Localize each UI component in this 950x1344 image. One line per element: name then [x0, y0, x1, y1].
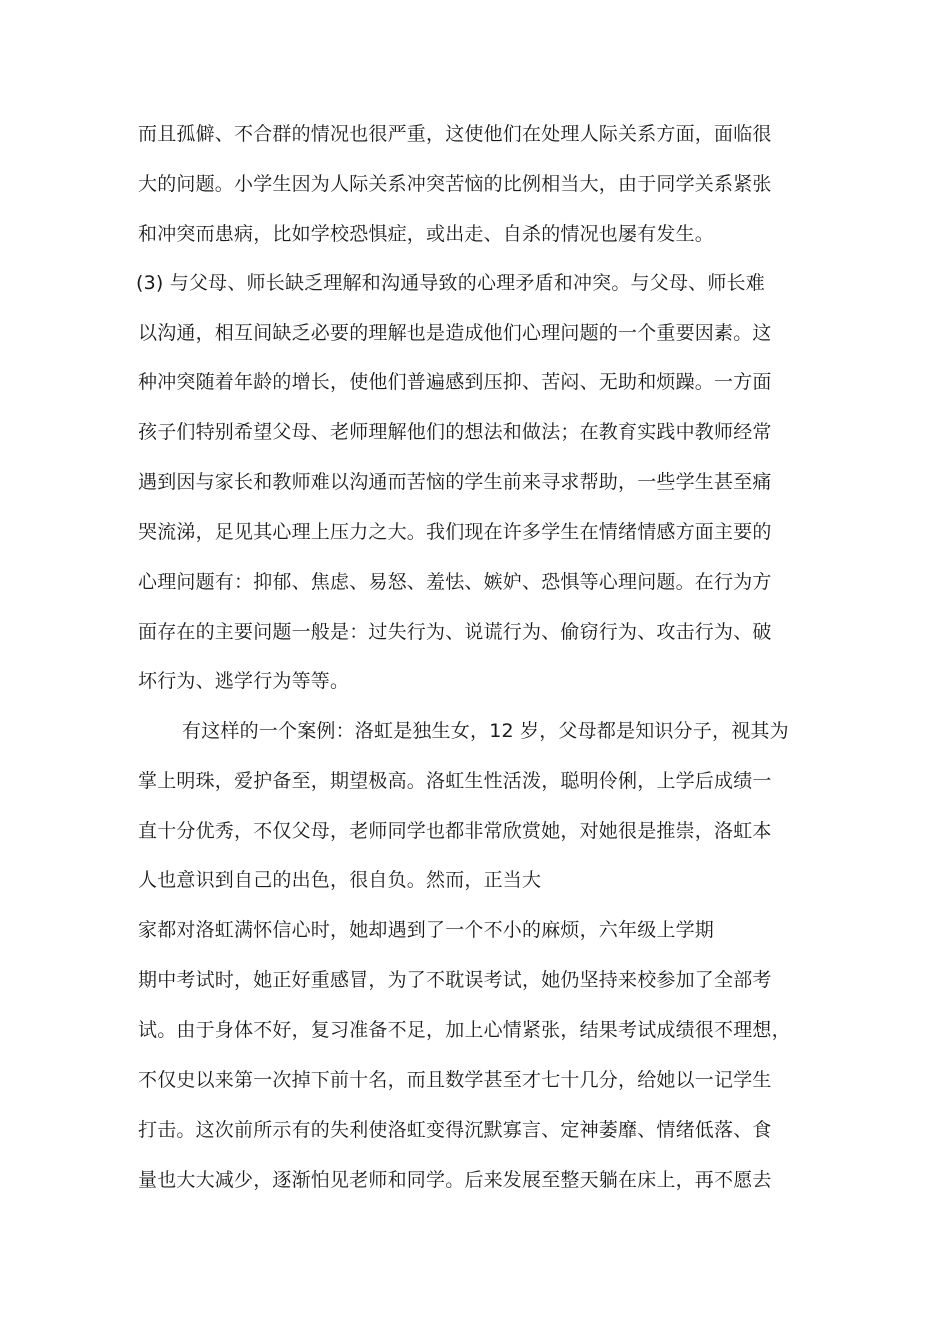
text-line: 掌上明珠，爱护备至，期望极高。洛虹生性活泼，聪明伶俐，上学后成绩一 — [138, 770, 772, 792]
text-line: 面存在的主要问题一般是：过失行为、说谎行为、偷窃行为、攻击行为、破 — [138, 621, 772, 643]
text-line: 遇到因与家长和教师难以沟通而苦恼的学生前来寻求帮助，一些学生甚至痛 — [138, 471, 772, 493]
text-line: 心理问题有：抑郁、焦虑、易怒、羞怯、嫉妒、恐惧等心理问题。在行为方 — [138, 571, 772, 593]
text-line: 坏行为、逃学行为等等。 — [138, 670, 350, 692]
text-line: 种冲突随着年龄的增长，使他们普遍感到压抑、苦闷、无助和烦躁。一方面 — [138, 371, 772, 393]
text-line: 家都对洛虹满怀信心时，她却遇到了一个不小的麻烦，六年级上学期 — [138, 919, 715, 941]
text-line: 不仅史以来第一次掉下前十名，而且数学甚至才七十几分，给她以一记学生 — [138, 1069, 772, 1091]
text-line: 孩子们特别希望父母、老师理解他们的想法和做法；在教育实践中教师经常 — [138, 421, 772, 443]
text-line: 大的问题。小学生因为人际关系冲突苦恼的比例相当大，由于同学关系紧张 — [138, 173, 772, 195]
text-line: 而且孤僻、不合群的情况也很严重，这使他们在处理人际关系方面，面临很 — [138, 123, 772, 145]
text-line: 和冲突而患病，比如学校恐惧症，或出走、自杀的情况也屡有发生。 — [138, 223, 715, 245]
text-line: 试。由于身体不好，复习准备不足，加上心情紧张，结果考试成绩很不理想， — [138, 1019, 791, 1041]
text-line: 哭流涕，足见其心理上压力之大。我们现在许多学生在情绪情感方面主要的 — [138, 521, 772, 543]
text-line: 直十分优秀，不仅父母，老师同学也都非常欣赏她，对她很是推崇，洛虹本 — [138, 820, 772, 842]
text-line: 打击。这次前所示有的失利使洛虹变得沉默寡言、定神萎靡、情绪低落、食 — [138, 1119, 772, 1141]
text-line: 人也意识到自己的出色，很自负。然而，正当大 — [138, 869, 542, 891]
text-line: 量也大大减少，逐渐怕见老师和同学。后来发展至整天躺在床上，再不愿去 — [138, 1169, 772, 1191]
text-line: 以沟通，相互间缺乏必要的理解也是造成他们心理问题的一个重要因素。这 — [138, 322, 772, 344]
text-line: (3) 与父母、师长缺乏理解和沟通导致的心理矛盾和冲突。与父母、师长难 — [136, 272, 765, 294]
text-line: 期中考试时，她正好重感冒，为了不耽误考试，她仍坚持来校参加了全部考 — [138, 969, 772, 991]
text-line: 有这样的一个案例：洛虹是独生女，12 岁，父母都是知识分子，视其为 — [182, 720, 789, 742]
